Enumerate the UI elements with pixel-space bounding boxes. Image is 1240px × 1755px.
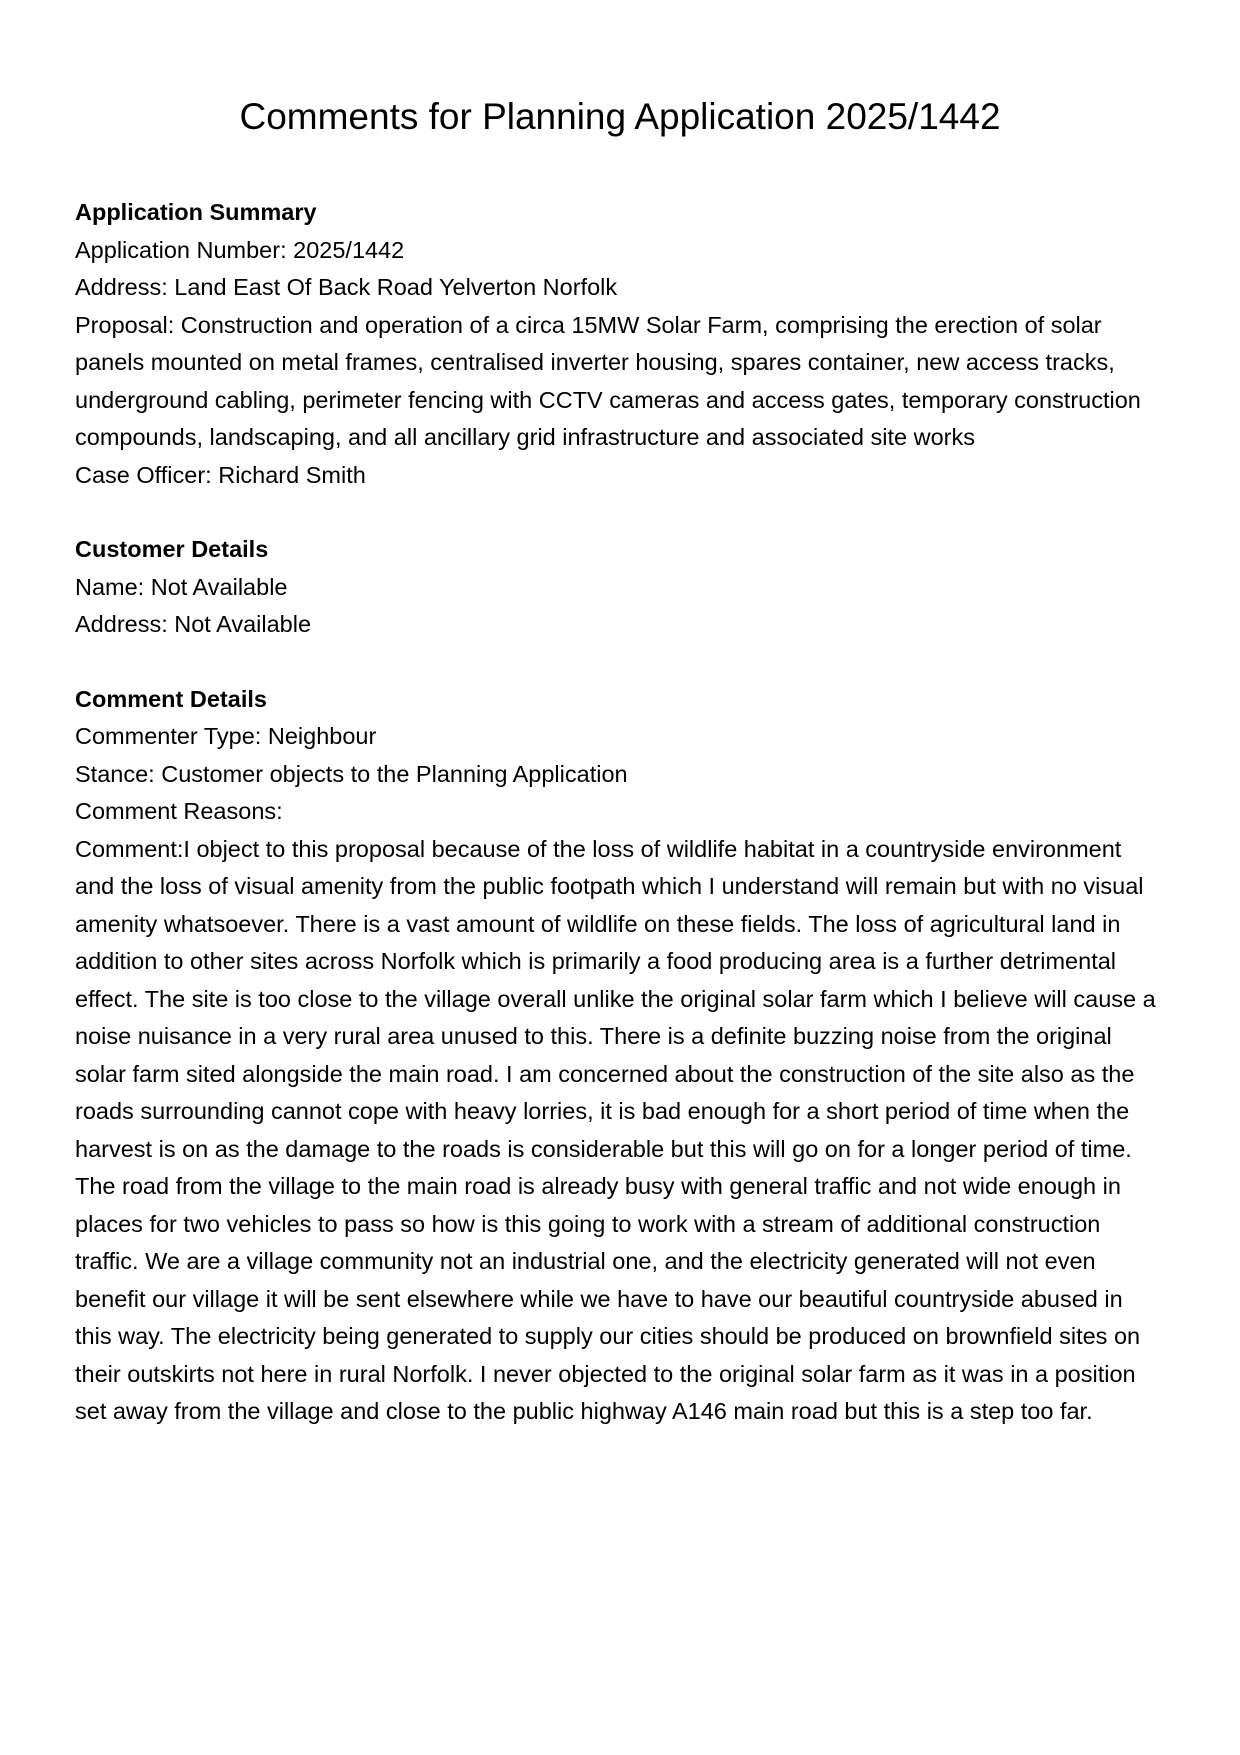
application-number: Application Number: 2025/1442 — [75, 236, 405, 263]
customer-details-heading: Customer Details — [75, 536, 269, 562]
page-title: Comments for Planning Application 2025/1442 — [239, 96, 1001, 137]
application-summary-section — [75, 194, 1165, 494]
application-address: Address: Land East Of Back Road Yelverton Norfolk — [75, 274, 618, 300]
application-summary-heading: Application Summary — [75, 199, 317, 225]
customer-address: Address: Not Available — [75, 611, 312, 637]
commenter-type: Commenter Type: Neighbour — [75, 723, 377, 749]
customer-name: Name: Not Available — [75, 573, 288, 600]
application-proposal: Proposal: Construction and operation of a circa 15MW Solar Farm, comprising the erection of solar panels mounted on metal frames, centralised inverter housing, spares container, new access tracks, underground cabling, perimeter fencing with CCTV cameras and access gates, temporary construction compounds, landscaping, and all ancillary grid infrastructure and associated site works — [75, 311, 1141, 450]
comment-reasons: Comment Reasons: — [75, 798, 283, 824]
comment-details-section — [75, 681, 1165, 1431]
case-officer: Case Officer: Richard Smith — [75, 461, 366, 488]
comment-text: Comment:I object to this proposal because of the loss of wildlife habitat in a countryside environment and the loss of visual amenity from the public footpath which I understand will remain but with no visual amenity whatsoever. There is a vast amount of wildlife on these fields. The loss of agricultural land in addition to other sites across Norfolk which is primarily a food producing area is a further detrimental effect. The site is too close to the village overall unlike the original solar farm which I believe will cause a noise nuisance in a very rural area unused to this. There is a definite buzzing noise from the original solar farm sited alongside the main road. I am concerned about the construction of the site also as the roads surrounding cannot cope with heavy lorries, it is bad enough for a short period of time when the harvest is on as the damage to the roads is considerable but this will go on for a longer period of time. The road from the village to the main road is already busy with general traffic and not wide enough in places for two vehicles to pass so how is this going to work with a stream of additional construction traffic. We are a village community not an industrial one, and the electricity generated will not even benefit our village it will be sent elsewhere while we have to have our beautiful countryside abused in this way. The electricity being generated to supply our cities should be produced on brownfield sites on their outskirts not here in rural Norfolk. I never objected to the original solar farm as it was in a position set away from the village and close to the public highway A146 main road but this is a step too far. — [75, 835, 1156, 1424]
comment-details-heading: Comment Details — [75, 685, 267, 712]
customer-details-section — [75, 531, 1165, 644]
stance: Stance: Customer objects to the Planning Application — [75, 760, 628, 787]
